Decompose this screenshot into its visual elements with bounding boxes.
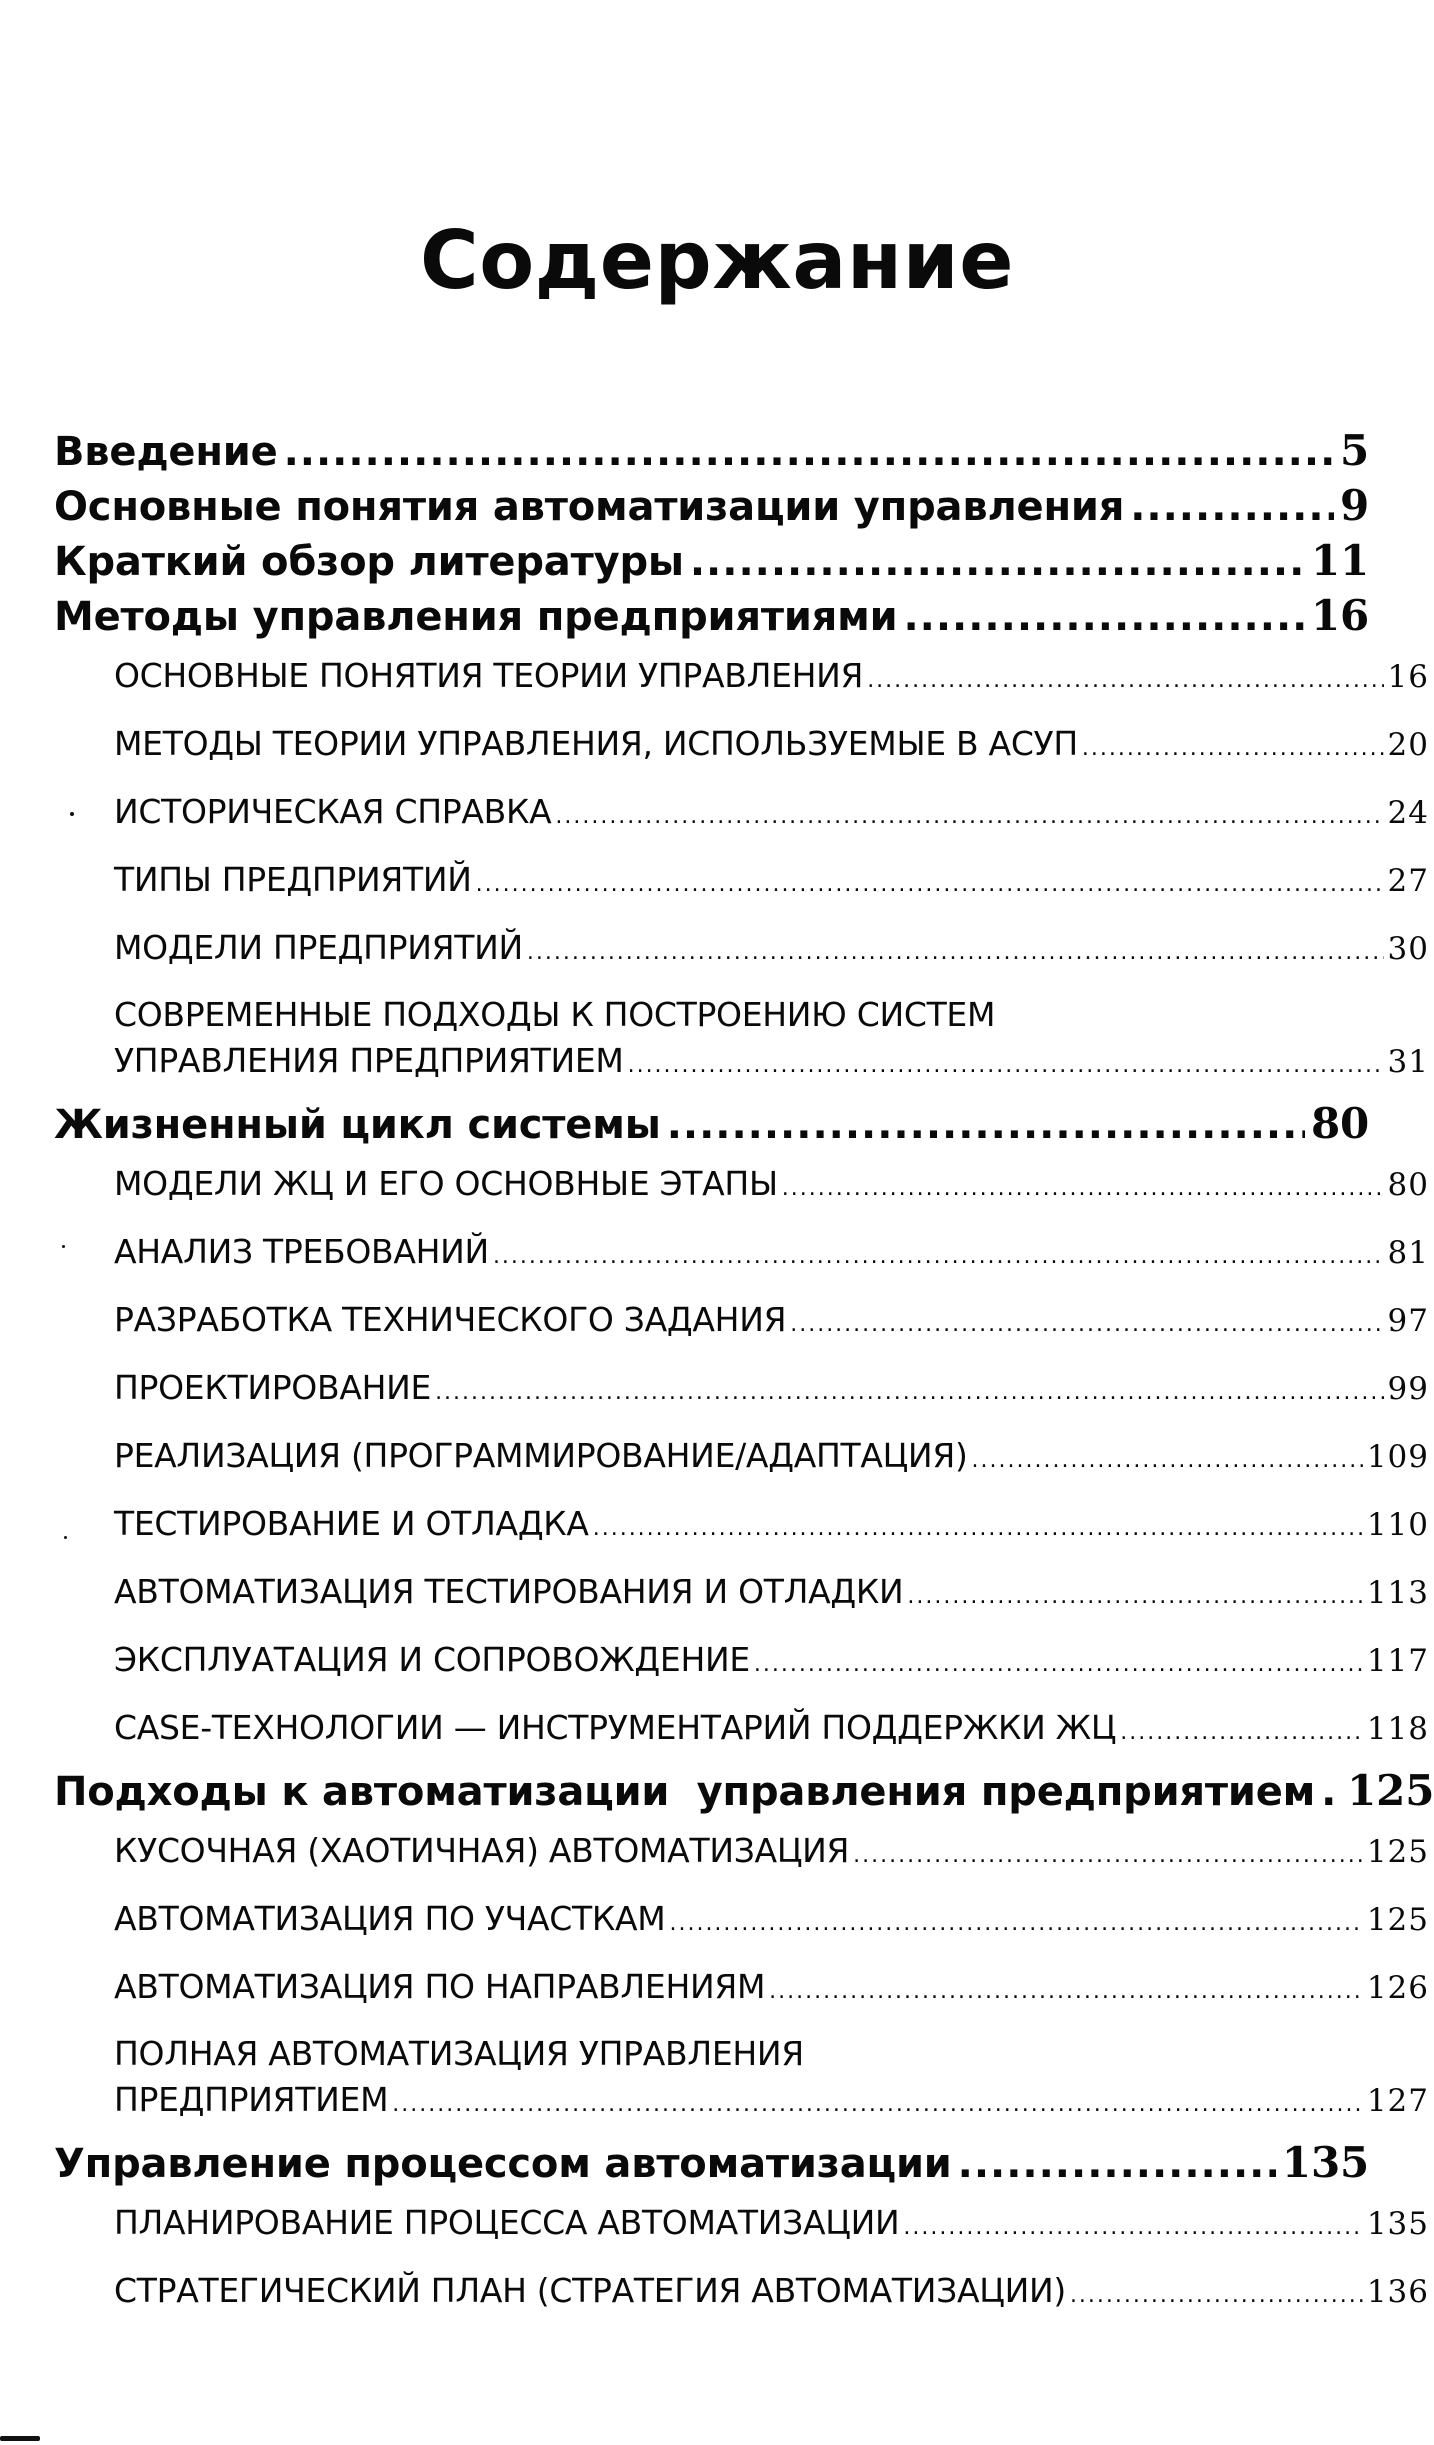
dot-leader: [903, 2196, 1362, 2259]
toc-entry-title: АВТОМАТИЗАЦИЯ ПО НАПРАВЛЕНИЯМ: [114, 1967, 766, 2006]
toc-entry-title: Основные понятия автоматизации управления: [54, 484, 1125, 530]
dot-leader: [1321, 1765, 1341, 1819]
toc-section: [54, 1628, 1429, 1696]
toc-entry-title: АВТОМАТИЗАЦИЯ ТЕСТИРОВАНИЯ И ОТЛАДКИ: [114, 1572, 904, 1611]
dot-leader: [493, 1225, 1384, 1288]
toc-entry-title: Введение: [54, 429, 278, 475]
toc-section: [54, 1819, 1429, 1887]
toc-entry-title: Краткий обзор литературы: [54, 539, 684, 585]
toc-section: [54, 2191, 1429, 2259]
toc-chapter: [54, 534, 1369, 589]
toc-page-number: 136: [1366, 2274, 1429, 2310]
toc-entry-title-line1: ПОЛНАЯ АВТОМАТИЗАЦИЯ УПРАВЛЕНИЯ: [114, 2034, 804, 2073]
toc-section: [54, 916, 1429, 984]
toc-entry-title: РАЗРАБОТКА ТЕХНИЧЕСКОГО ЗАДАНИЯ: [114, 1300, 787, 1339]
toc-page-number: 99: [1387, 1371, 1429, 1407]
toc-page-number: 11: [1310, 536, 1369, 585]
toc-page-number: 125: [1366, 1834, 1429, 1870]
dot-leader: [669, 1892, 1362, 1955]
dot-leader: [527, 921, 1384, 984]
toc-entry-title: УПРАВЛЕНИЯ ПРЕДПРИЯТИЕМ: [114, 1041, 624, 1080]
toc-entry-title: Методы управления предприятиями: [54, 594, 898, 640]
toc-entry-title: ТЕСТИРОВАНИЕ И ОТЛАДКА: [114, 1504, 589, 1543]
dot-leader: [782, 1157, 1384, 1220]
toc-chapter: [54, 424, 1369, 479]
toc-page-number: 24: [1387, 795, 1429, 831]
dot-leader: [667, 1098, 1305, 1152]
toc-page-number: 135: [1281, 2138, 1369, 2187]
dot-leader: [867, 649, 1383, 712]
toc-entry-title: ИСТОРИЧЕСКАЯ СПРАВКА: [114, 792, 552, 831]
toc-entry-title: Подходы к автоматизации управления предприятием: [54, 1769, 1316, 1815]
toc-page-number: 117: [1366, 1643, 1429, 1679]
toc-section: [54, 1560, 1429, 1628]
dot-leader: [690, 535, 1305, 589]
toc-chapter: [54, 2136, 1369, 2191]
toc-page-number: 9: [1339, 481, 1369, 530]
toc-chapter: [54, 589, 1369, 644]
table-of-contents: [54, 424, 1434, 2327]
toc-entry-title: ОСНОВНЫЕ ПОНЯТИЯ ТЕОРИИ УПРАВЛЕНИЯ: [114, 656, 864, 695]
toc-entry-title: МОДЕЛИ ЖЦ И ЕГО ОСНОВНЫЕ ЭТАПЫ: [114, 1164, 778, 1203]
toc-chapter: [54, 479, 1369, 534]
toc-page-number: 80: [1310, 1099, 1369, 1148]
toc-page-number: 16: [1310, 591, 1369, 640]
toc-section: [54, 2023, 1429, 2136]
dot-leader: [907, 1565, 1362, 1628]
dot-leader: [853, 1824, 1363, 1887]
page-title: Содержание: [420, 214, 1014, 307]
toc-section: [54, 1220, 1429, 1288]
toc-entry-title: РЕАЛИЗАЦИЯ (ПРОГРАММИРОВАНИЕ/АДАПТАЦИЯ): [114, 1436, 968, 1475]
toc-entry-title: ПРЕДПРИЯТИЕМ: [114, 2080, 389, 2119]
dot-leader: [903, 590, 1304, 644]
toc-section: [54, 1356, 1429, 1424]
toc-entry-title: СТРАТЕГИЧЕСКИЙ ПЛАН (СТРАТЕГИЯ АВТОМАТИЗАЦИИ): [114, 2271, 1066, 2310]
dot-leader: [1120, 1701, 1363, 1764]
toc-entry-title: МОДЕЛИ ПРЕДПРИЯТИЙ: [114, 928, 523, 967]
toc-page-number: 118: [1366, 1711, 1429, 1747]
toc-page-number: 20: [1387, 727, 1429, 763]
toc-section: [54, 712, 1429, 780]
toc-section: [54, 1887, 1429, 1955]
toc-page-number: 113: [1366, 1575, 1429, 1611]
toc-page-number: 97: [1387, 1303, 1429, 1339]
toc-page-number: 30: [1387, 931, 1429, 967]
dot-leader: [435, 1361, 1383, 1424]
dot-leader: [628, 1043, 1384, 1089]
toc-section: [54, 1424, 1429, 1492]
toc-entry-title: АНАЛИЗ ТРЕБОВАНИЙ: [114, 1232, 489, 1271]
toc-page-number: 16: [1387, 659, 1429, 695]
dot-leader: [769, 1960, 1363, 2023]
dot-leader: [593, 1497, 1363, 1560]
toc-entry-title: CASE-ТЕХНОЛОГИИ — ИНСТРУМЕНТАРИЙ ПОДДЕРЖКИ ЖЦ: [114, 1708, 1117, 1747]
toc-section: [54, 1288, 1429, 1356]
toc-page-number: 135: [1366, 2206, 1429, 2242]
toc-entry-title: ТИПЫ ПРЕДПРИЯТИЙ: [114, 860, 472, 899]
toc-entry-title: АВТОМАТИЗАЦИЯ ПО УЧАСТКАМ: [114, 1899, 666, 1938]
toc-entry-title: МЕТОДЫ ТЕОРИИ УПРАВЛЕНИЯ, ИСПОЛЬЗУЕМЫЕ В АСУП: [114, 724, 1078, 763]
toc-chapter: [54, 1764, 1434, 1819]
toc-page-number: 27: [1387, 863, 1429, 899]
toc-section: [54, 2259, 1429, 2327]
toc-page-number: 125: [1347, 1766, 1434, 1815]
dot-leader: [754, 1633, 1363, 1696]
toc-page-number: 125: [1366, 1902, 1429, 1938]
toc-entry-title: ЭКСПЛУАТАЦИЯ И СОПРОВОЖДЕНИЕ: [114, 1640, 750, 1679]
scan-speck: [62, 1245, 65, 1248]
toc-page-number: 126: [1366, 1970, 1429, 2006]
toc-entry-title-line1: СОВРЕМЕННЫЕ ПОДХОДЫ К ПОСТРОЕНИЮ СИСТЕМ: [114, 995, 996, 1034]
scan-speck: [70, 812, 74, 816]
toc-page-number: 81: [1387, 1235, 1429, 1271]
dot-leader: [1082, 717, 1384, 780]
dot-leader: [790, 1293, 1383, 1356]
toc-section: [54, 848, 1429, 916]
toc-section: [54, 780, 1429, 848]
dot-leader: [972, 1429, 1363, 1492]
toc-entry-title: Жизненный цикл системы: [54, 1102, 661, 1148]
dot-leader: [284, 425, 1334, 479]
toc-entry-title: ПЛАНИРОВАНИЕ ПРОЦЕССА АВТОМАТИЗАЦИИ: [114, 2203, 900, 2242]
scan-speck: [64, 1536, 67, 1539]
toc-page-number: 80: [1387, 1167, 1429, 1203]
dot-leader: [1070, 2264, 1363, 2327]
toc-section: [54, 1492, 1429, 1560]
dot-leader: [958, 2137, 1276, 2191]
scan-edge-mark: [0, 2436, 40, 2441]
dot-leader: [555, 785, 1383, 848]
dot-leader: [392, 2082, 1363, 2128]
toc-page-number: 31: [1387, 1044, 1429, 1080]
toc-page-number: 5: [1339, 426, 1369, 475]
toc-page-number: 127: [1366, 2083, 1429, 2119]
toc-section: [54, 1696, 1429, 1764]
toc-entry-title: ПРОЕКТИРОВАНИЕ: [114, 1368, 432, 1407]
toc-chapter: [54, 1097, 1369, 1152]
toc-section: [54, 1152, 1429, 1220]
toc-section: [54, 644, 1429, 712]
dot-leader: [1130, 480, 1334, 534]
toc-entry-title: КУСОЧНАЯ (ХАОТИЧНАЯ) АВТОМАТИЗАЦИЯ: [114, 1831, 850, 1870]
toc-section: [54, 1955, 1429, 2023]
dot-leader: [476, 853, 1384, 916]
toc-section: [54, 984, 1429, 1097]
toc-page-number: 110: [1366, 1507, 1429, 1543]
toc-page-number: 109: [1366, 1439, 1429, 1475]
toc-entry-title: Управление процессом автоматизации: [54, 2141, 952, 2187]
